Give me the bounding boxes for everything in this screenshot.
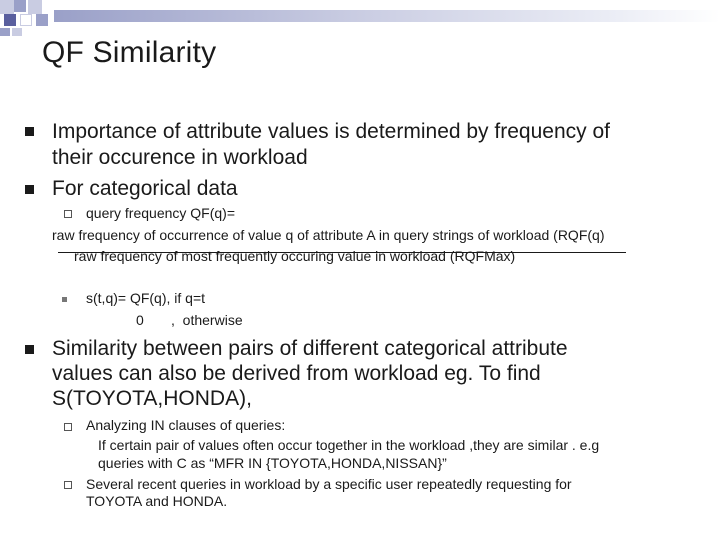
bullet-text: S(TOYOTA,HONDA), — [52, 387, 252, 410]
similarity-definition: s(t,q)= QF(q), if q=t — [86, 290, 206, 306]
deco-square — [0, 0, 14, 14]
hollow-square-bullet-icon — [64, 210, 72, 218]
bullet-text: Similarity between pairs of different categorical attribute — [52, 337, 568, 360]
fraction-denominator: raw frequency of most frequently occuring value in workload (RQFMax) — [74, 248, 516, 264]
sub-bullet-text: query frequency QF(q)= — [86, 205, 236, 221]
deco-square — [12, 28, 22, 36]
square-bullet-icon — [25, 345, 34, 354]
hollow-square-bullet-icon — [64, 423, 72, 431]
sub-bullet-detail: If certain pair of values often occur together in the workload ,they are similar . e.g — [98, 437, 600, 453]
deco-square — [4, 14, 16, 26]
header-decoration — [0, 0, 720, 36]
bullet-text: For categorical data — [52, 177, 238, 200]
square-bullet-icon — [25, 127, 34, 136]
deco-square — [36, 14, 48, 26]
bullet-text: Importance of attribute values is determined by frequency of — [52, 120, 610, 143]
hollow-square-bullet-icon — [64, 481, 72, 489]
header-gradient-bar — [54, 10, 720, 22]
slide-title: QF Similarity — [42, 36, 217, 69]
bullet-text: their occurence in workload — [52, 146, 308, 169]
sub-bullet-text: Several recent queries in workload by a specific user repeatedly requesting for — [86, 476, 572, 492]
small-square-bullet-icon — [62, 297, 67, 302]
deco-square — [28, 0, 42, 14]
fraction-numerator: raw frequency of occurrence of value q of attribute A in query strings of workload (RQF(q) — [52, 227, 605, 243]
deco-square — [0, 28, 10, 36]
similarity-definition: 0 , otherwise — [136, 312, 243, 328]
deco-square — [14, 0, 26, 12]
bullet-text: values can also be derived from workload eg. To find — [52, 362, 541, 385]
sub-bullet-text: Analyzing IN clauses of queries: — [86, 417, 286, 433]
square-bullet-icon — [25, 185, 34, 194]
sub-bullet-text: TOYOTA and HONDA. — [86, 493, 228, 509]
deco-square — [20, 14, 32, 26]
sub-bullet-detail: queries with C as “MFR IN {TOYOTA,HONDA,NISSAN}” — [98, 455, 447, 471]
